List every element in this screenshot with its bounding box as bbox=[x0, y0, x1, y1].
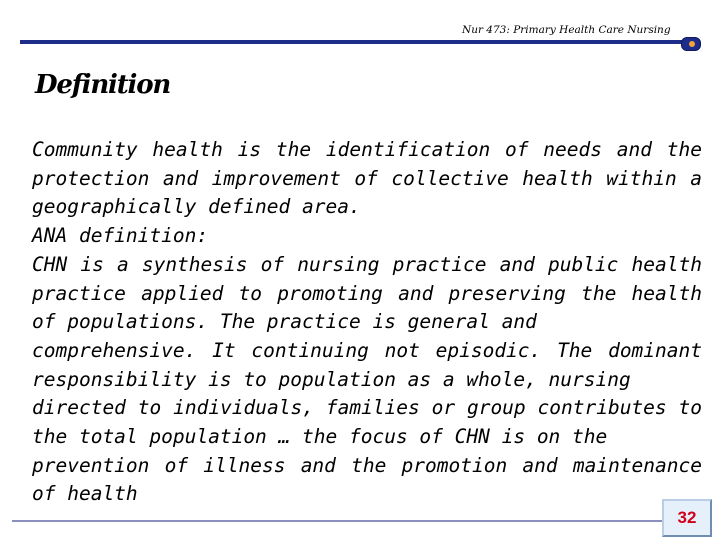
body-line: Community health is the identification of needs and the bbox=[32, 138, 702, 161]
body-line: comprehensive. It continuing not episodic. The dominant bbox=[32, 338, 702, 362]
page-number-badge bbox=[662, 499, 712, 537]
course-title: Nur 473: Primary Health Care Nursing bbox=[462, 24, 671, 36]
body-line: the total population … the focus of CHN is on the bbox=[32, 425, 608, 449]
body-line: directed to individuals, families or group contributes to bbox=[32, 396, 702, 420]
slide-body-text bbox=[32, 136, 702, 509]
page-number: 32 bbox=[677, 508, 697, 527]
body-line: prevention of illness and the promotion and maintenance bbox=[32, 453, 702, 477]
body-line: CHN is a synthesis of nursing practice and public health bbox=[32, 252, 702, 276]
body-line: geographically defined area. bbox=[32, 195, 361, 219]
body-line: responsibility is to population as a whole, nursing bbox=[32, 367, 631, 391]
body-line: protection and improvement of collective health within a bbox=[32, 166, 702, 190]
slide-title: Definition bbox=[35, 70, 171, 100]
body-line: of health bbox=[32, 482, 138, 506]
body-line: practice applied to promoting and preserving the health bbox=[32, 281, 702, 305]
header-rule-knob bbox=[681, 37, 701, 51]
body-line: of populations. The practice is general and bbox=[32, 310, 537, 334]
header-rule bbox=[20, 40, 684, 44]
header-knob-dot-icon bbox=[689, 41, 695, 47]
body-line: ANA definition: bbox=[32, 224, 209, 248]
footer-rule bbox=[12, 520, 662, 522]
